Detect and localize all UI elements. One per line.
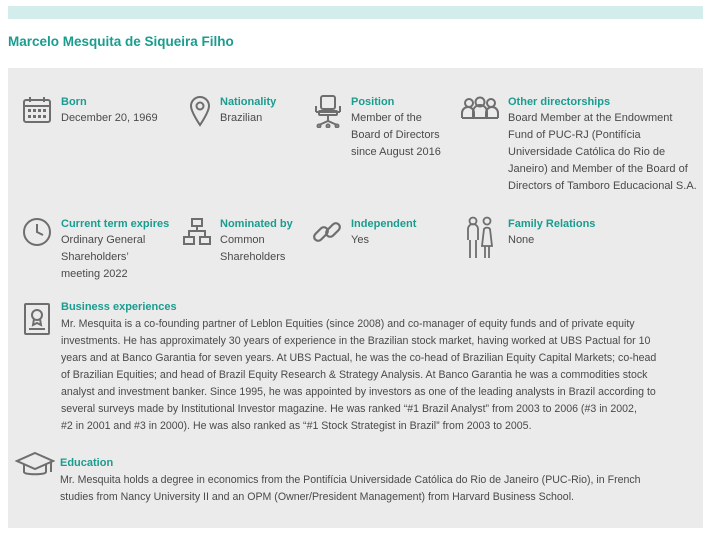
text-line: investments. He has approximately 30 years of experience in the Brazilian stock market, having worked at UBS Pactual for 10 [61, 335, 651, 347]
position-line: Board of Directors [351, 129, 440, 141]
directorships-line: Fund of PUC-RJ (Pontifícia [508, 129, 641, 141]
position-line: since August 2016 [351, 146, 441, 158]
nationality-field [220, 94, 276, 127]
directorships-line: Janeiro) and Member of the Board of [508, 163, 688, 175]
born-field [61, 94, 158, 127]
calendar-icon [22, 96, 52, 124]
text-line: Mr. Mesquita holds a degree in economics from the Pontifícia Universidade Católica do Rio de Janeiro (PUC-Rio), in French [60, 474, 641, 486]
current-term-line: meeting 2022 [61, 268, 128, 280]
family-icon [465, 216, 495, 260]
born-value: December 20, 1969 [61, 112, 158, 124]
text-line: Mr. Mesquita is a co-founding partner of Leblon Equities (since 2008) and co-manager of equity funds and of private equity [61, 318, 635, 330]
nominated-by-line: Common [220, 234, 265, 246]
current-term-line: Ordinary General [61, 234, 146, 246]
current-term-label: Current term expires [61, 218, 170, 230]
family-relations-value: None [508, 234, 535, 246]
text-line: years and at Banco Garantia for seven years. At UBS Pactual, he was the co-head of Brazilian Equity Capital Markets; co-head [61, 352, 657, 364]
nominated-by-field [220, 216, 293, 266]
text-line: several surveys made by Institutional Investor magazine. He was ranked “#1 Brazil Analyst” from 2003 to 2006 (#3 in 2002, [61, 403, 637, 415]
nominated-by-line: Shareholders [220, 251, 286, 263]
org-chart-icon [183, 218, 211, 246]
education-text [60, 472, 700, 506]
independent-field [351, 216, 416, 249]
business-experiences-text [61, 316, 701, 435]
position-label: Position [351, 96, 395, 108]
directorships-field [508, 94, 700, 195]
family-relations-field [508, 216, 595, 249]
current-term-field [61, 216, 169, 283]
nominated-by-label: Nominated by [220, 218, 293, 230]
directorships-label: Other directorships [508, 96, 611, 108]
education-label: Education [60, 457, 114, 469]
nationality-label: Nationality [220, 96, 277, 108]
independent-label: Independent [351, 218, 417, 230]
clock-icon [22, 217, 52, 247]
position-line: Member of the [351, 112, 422, 124]
independent-value: Yes [351, 234, 369, 246]
location-pin-icon [189, 95, 211, 127]
directorships-line: Board Member at the Endowment [508, 112, 673, 124]
business-experiences-label: Business experiences [61, 301, 177, 313]
director-name: Marcelo Mesquita de Siqueira Filho [8, 34, 234, 49]
text-line: studies from Nancy University II and an OPM (Owner/President Management) from Harvard Business School. [60, 491, 574, 503]
chain-link-icon [312, 217, 342, 247]
born-label: Born [61, 96, 87, 108]
directorships-line: Directors of Tamboro Educacional S.A. [508, 180, 697, 192]
text-line: of Brazilian Equities; and head of Brazil Equity Research & Strategy Analysis. At Banco Garantia he was a commodities stock [61, 369, 648, 381]
top-banner [8, 6, 703, 19]
text-line: #2 in 2001 and #3 in 2000). He was also ranked as “#1 Stock Strategist in Brazil” from 2003 to 2005. [61, 420, 532, 432]
family-relations-label: Family Relations [508, 218, 596, 230]
office-chair-icon [312, 94, 344, 128]
group-icon [461, 96, 499, 120]
directorships-line: Universidade Católica do Rio de [508, 146, 666, 158]
certificate-icon [24, 303, 50, 335]
text-line: analyst and investment banker. Since 1995, he was appointed by investors as one of the leading analysts in Brazil according to [61, 386, 656, 398]
graduation-cap-icon [15, 451, 55, 479]
current-term-line: Shareholders’ [61, 251, 129, 263]
nationality-value: Brazilian [220, 112, 263, 124]
position-field [351, 94, 441, 161]
